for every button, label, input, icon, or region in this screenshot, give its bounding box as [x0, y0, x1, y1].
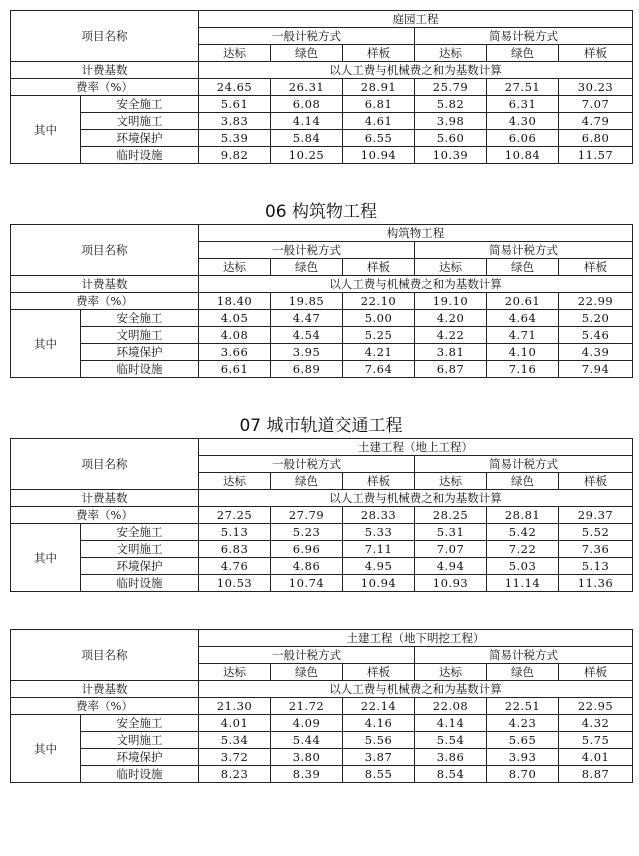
sub-item-name: 临时设施 [81, 147, 199, 164]
col-green-header: 绿色 [271, 259, 343, 276]
among-label: 其中 [11, 524, 81, 592]
col-standard-header: 达标 [415, 664, 487, 681]
sub-item-value: 6.87 [415, 361, 487, 378]
sub-item-value: 7.11 [343, 541, 415, 558]
sub-item-value: 3.87 [343, 749, 415, 766]
fee-rate-value: 22.10 [343, 293, 415, 310]
fee-basis-label: 计费基数 [11, 490, 199, 507]
sub-item-name: 临时设施 [81, 766, 199, 783]
col-model-header: 样板 [343, 259, 415, 276]
sub-item-value: 8.39 [271, 766, 343, 783]
sub-item-value: 5.54 [415, 732, 487, 749]
col-model-header: 样板 [559, 664, 633, 681]
sub-item-value: 7.07 [415, 541, 487, 558]
sub-item-name: 安全施工 [81, 310, 199, 327]
sub-item-value: 4.09 [271, 715, 343, 732]
sub-item-value: 5.20 [559, 310, 633, 327]
fee-rate-value: 29.37 [559, 507, 633, 524]
sub-item-value: 7.22 [487, 541, 559, 558]
fee-rate-value: 28.25 [415, 507, 487, 524]
sub-item-value: 10.53 [199, 575, 271, 592]
col-model-header: 样板 [559, 259, 633, 276]
sub-item-value: 4.01 [559, 749, 633, 766]
sub-item-value: 5.42 [487, 524, 559, 541]
col-model-header: 样板 [343, 45, 415, 62]
fee-rate-value: 22.08 [415, 698, 487, 715]
sub-item-name: 环境保护 [81, 558, 199, 575]
sub-item-value: 4.14 [415, 715, 487, 732]
sub-item-row [11, 310, 633, 327]
sub-item-value: 8.54 [415, 766, 487, 783]
sub-item-value: 10.94 [343, 575, 415, 592]
fee-rate-value: 28.91 [343, 79, 415, 96]
sub-item-value: 5.44 [271, 732, 343, 749]
sub-item-value: 5.33 [343, 524, 415, 541]
sub-item-value: 4.32 [559, 715, 633, 732]
col-model-header: 样板 [559, 45, 633, 62]
fee-rate-value: 26.31 [271, 79, 343, 96]
category-header: 庭园工程 [199, 11, 633, 28]
sub-item-value: 5.03 [487, 558, 559, 575]
sub-item-value: 10.74 [271, 575, 343, 592]
sub-item-name: 环境保护 [81, 344, 199, 361]
sub-item-name: 临时设施 [81, 361, 199, 378]
sub-item-value: 4.10 [487, 344, 559, 361]
sub-item-value: 4.21 [343, 344, 415, 361]
fee-rate-label: 费率（%） [11, 79, 199, 96]
sub-item-name: 文明施工 [81, 732, 199, 749]
header-row [11, 11, 633, 28]
sub-item-value: 4.86 [271, 558, 343, 575]
col-model-header: 样板 [343, 664, 415, 681]
sub-item-value: 4.64 [487, 310, 559, 327]
sub-item-name: 文明施工 [81, 327, 199, 344]
sub-item-value: 4.47 [271, 310, 343, 327]
col-standard-header: 达标 [199, 664, 271, 681]
sub-item-value: 5.46 [559, 327, 633, 344]
simple-tax-header: 简易计税方式 [415, 647, 633, 664]
sub-item-value: 4.16 [343, 715, 415, 732]
fee-rate-table [10, 224, 633, 378]
fee-rate-value: 22.51 [487, 698, 559, 715]
sub-item-value: 6.96 [271, 541, 343, 558]
fee-rate-value: 21.30 [199, 698, 271, 715]
item-name-header: 项目名称 [11, 11, 199, 62]
sub-item-row [11, 327, 633, 344]
sub-item-value: 7.07 [559, 96, 633, 113]
fee-basis-label: 计费基数 [11, 681, 199, 698]
sub-item-value: 6.61 [199, 361, 271, 378]
sub-item-value: 8.70 [487, 766, 559, 783]
header-row [11, 439, 633, 456]
fee-rate-value: 22.99 [559, 293, 633, 310]
sub-item-value: 5.52 [559, 524, 633, 541]
fee-rate-row [11, 293, 633, 310]
sub-item-value: 7.94 [559, 361, 633, 378]
sub-item-value: 6.89 [271, 361, 343, 378]
sub-item-value: 4.79 [559, 113, 633, 130]
fee-basis-row [11, 490, 633, 507]
fee-basis-text: 以人工费与机械费之和为基数计算 [199, 62, 633, 79]
sub-item-value: 3.93 [487, 749, 559, 766]
sub-item-value: 5.60 [415, 130, 487, 147]
fee-rate-table [10, 629, 633, 783]
general-tax-header: 一般计税方式 [199, 28, 415, 45]
fee-rate-row [11, 507, 633, 524]
sub-item-row [11, 361, 633, 378]
fee-basis-row [11, 681, 633, 698]
sub-item-value: 3.81 [415, 344, 487, 361]
sub-item-row [11, 113, 633, 130]
sub-item-value: 4.08 [199, 327, 271, 344]
sub-item-value: 4.61 [343, 113, 415, 130]
col-green-header: 绿色 [487, 259, 559, 276]
sub-item-value: 4.05 [199, 310, 271, 327]
col-green-header: 绿色 [487, 473, 559, 490]
among-label: 其中 [11, 715, 81, 783]
sub-item-value: 6.80 [559, 130, 633, 147]
fee-rate-value: 27.51 [487, 79, 559, 96]
fee-rate-value: 22.95 [559, 698, 633, 715]
col-standard-header: 达标 [415, 473, 487, 490]
sub-item-value: 10.25 [271, 147, 343, 164]
fee-basis-label: 计费基数 [11, 276, 199, 293]
sub-item-value: 4.54 [271, 327, 343, 344]
sub-item-row [11, 558, 633, 575]
among-label: 其中 [11, 96, 81, 164]
sub-item-value: 3.80 [271, 749, 343, 766]
fee-rate-value: 19.85 [271, 293, 343, 310]
section-title: 06 构筑物工程 [264, 202, 378, 222]
fee-rate-value: 28.33 [343, 507, 415, 524]
sub-item-value: 4.95 [343, 558, 415, 575]
fee-rate-table [10, 438, 633, 592]
sub-item-value: 4.20 [415, 310, 487, 327]
sub-item-value: 11.36 [559, 575, 633, 592]
sub-item-value: 3.66 [199, 344, 271, 361]
sub-item-row [11, 524, 633, 541]
sub-item-value: 10.39 [415, 147, 487, 164]
sub-item-value: 4.30 [487, 113, 559, 130]
sub-item-value: 7.16 [487, 361, 559, 378]
col-green-header: 绿色 [271, 45, 343, 62]
sub-item-value: 6.31 [487, 96, 559, 113]
col-model-header: 样板 [559, 473, 633, 490]
sub-item-value: 5.31 [415, 524, 487, 541]
fee-basis-row [11, 62, 633, 79]
sub-item-row [11, 147, 633, 164]
sub-item-value: 5.13 [559, 558, 633, 575]
col-standard-header: 达标 [199, 259, 271, 276]
fee-rate-value: 27.79 [271, 507, 343, 524]
col-standard-header: 达标 [415, 45, 487, 62]
sub-item-row [11, 732, 633, 749]
header-row [11, 630, 633, 647]
sub-item-value: 3.72 [199, 749, 271, 766]
sub-item-value: 10.93 [415, 575, 487, 592]
sub-item-value: 9.82 [199, 147, 271, 164]
fee-rate-value: 20.61 [487, 293, 559, 310]
fee-rate-value: 30.23 [559, 79, 633, 96]
sub-item-value: 3.86 [415, 749, 487, 766]
among-label: 其中 [11, 310, 81, 378]
sub-item-value: 11.14 [487, 575, 559, 592]
fee-section [10, 415, 632, 592]
fee-rate-row [11, 79, 633, 96]
col-green-header: 绿色 [271, 664, 343, 681]
simple-tax-header: 简易计税方式 [415, 456, 633, 473]
sub-item-value: 5.61 [199, 96, 271, 113]
sub-item-value: 6.55 [343, 130, 415, 147]
sub-item-value: 7.36 [559, 541, 633, 558]
sub-item-value: 5.00 [343, 310, 415, 327]
sub-item-row [11, 749, 633, 766]
sub-item-name: 环境保护 [81, 749, 199, 766]
sub-item-name: 临时设施 [81, 575, 199, 592]
fee-section [10, 10, 632, 164]
sub-item-value: 5.84 [271, 130, 343, 147]
general-tax-header: 一般计税方式 [199, 456, 415, 473]
fee-rate-value: 25.79 [415, 79, 487, 96]
sub-item-value: 6.08 [271, 96, 343, 113]
category-header: 构筑物工程 [199, 225, 633, 242]
sub-item-value: 4.71 [487, 327, 559, 344]
sub-item-value: 7.64 [343, 361, 415, 378]
fee-basis-text: 以人工费与机械费之和为基数计算 [199, 276, 633, 293]
sub-item-name: 文明施工 [81, 541, 199, 558]
sub-item-value: 8.87 [559, 766, 633, 783]
category-header: 土建工程（地上工程） [199, 439, 633, 456]
sub-item-value: 5.34 [199, 732, 271, 749]
header-row [11, 225, 633, 242]
sub-item-value: 4.23 [487, 715, 559, 732]
sub-item-name: 安全施工 [81, 96, 199, 113]
sub-item-value: 5.39 [199, 130, 271, 147]
fee-basis-text: 以人工费与机械费之和为基数计算 [199, 681, 633, 698]
sub-item-value: 5.65 [487, 732, 559, 749]
sub-item-row [11, 96, 633, 113]
fee-rate-value: 24.65 [199, 79, 271, 96]
sub-item-value: 8.55 [343, 766, 415, 783]
sub-item-value: 3.98 [415, 113, 487, 130]
fee-section [10, 201, 632, 378]
fee-section [10, 629, 632, 783]
sub-item-value: 6.81 [343, 96, 415, 113]
fee-rate-label: 费率（%） [11, 293, 199, 310]
col-green-header: 绿色 [487, 664, 559, 681]
col-green-header: 绿色 [487, 45, 559, 62]
fee-rate-value: 27.25 [199, 507, 271, 524]
sub-item-value: 4.94 [415, 558, 487, 575]
fee-basis-row [11, 276, 633, 293]
sub-item-row [11, 715, 633, 732]
sub-item-value: 6.06 [487, 130, 559, 147]
item-name-header: 项目名称 [11, 630, 199, 681]
sub-item-name: 安全施工 [81, 524, 199, 541]
col-standard-header: 达标 [199, 473, 271, 490]
fee-rate-value: 21.72 [271, 698, 343, 715]
sub-item-row [11, 541, 633, 558]
item-name-header: 项目名称 [11, 225, 199, 276]
fee-rate-value: 22.14 [343, 698, 415, 715]
sub-item-value: 5.25 [343, 327, 415, 344]
item-name-header: 项目名称 [11, 439, 199, 490]
sub-item-name: 安全施工 [81, 715, 199, 732]
col-standard-header: 达标 [415, 259, 487, 276]
sub-item-value: 5.56 [343, 732, 415, 749]
sub-item-value: 5.82 [415, 96, 487, 113]
sub-item-value: 4.22 [415, 327, 487, 344]
simple-tax-header: 简易计税方式 [415, 242, 633, 259]
sub-item-value: 10.94 [343, 147, 415, 164]
sub-item-value: 4.76 [199, 558, 271, 575]
sub-item-value: 3.95 [271, 344, 343, 361]
fee-rate-label: 费率（%） [11, 507, 199, 524]
sub-item-value: 4.39 [559, 344, 633, 361]
sub-item-value: 5.75 [559, 732, 633, 749]
sub-item-value: 4.01 [199, 715, 271, 732]
sub-item-value: 5.13 [199, 524, 271, 541]
sub-item-value: 4.14 [271, 113, 343, 130]
col-model-header: 样板 [343, 473, 415, 490]
sub-item-value: 8.23 [199, 766, 271, 783]
sub-item-value: 10.84 [487, 147, 559, 164]
document-page [10, 10, 632, 783]
sub-item-row [11, 575, 633, 592]
simple-tax-header: 简易计税方式 [415, 28, 633, 45]
general-tax-header: 一般计税方式 [199, 242, 415, 259]
sub-item-value: 5.23 [271, 524, 343, 541]
fee-rate-table [10, 10, 633, 164]
section-title: 07 城市轨道交通工程 [239, 416, 403, 436]
fee-basis-text: 以人工费与机械费之和为基数计算 [199, 490, 633, 507]
col-green-header: 绿色 [271, 473, 343, 490]
fee-rate-label: 费率（%） [11, 698, 199, 715]
sub-item-name: 文明施工 [81, 113, 199, 130]
sub-item-row [11, 766, 633, 783]
fee-rate-value: 28.81 [487, 507, 559, 524]
fee-rate-row [11, 698, 633, 715]
sub-item-value: 11.57 [559, 147, 633, 164]
sub-item-value: 3.83 [199, 113, 271, 130]
fee-basis-label: 计费基数 [11, 62, 199, 79]
general-tax-header: 一般计税方式 [199, 647, 415, 664]
col-standard-header: 达标 [199, 45, 271, 62]
fee-rate-value: 18.40 [199, 293, 271, 310]
fee-rate-value: 19.10 [415, 293, 487, 310]
sub-item-name: 环境保护 [81, 130, 199, 147]
sub-item-row [11, 344, 633, 361]
category-header: 土建工程（地下明挖工程） [199, 630, 633, 647]
sub-item-row [11, 130, 633, 147]
sub-item-value: 6.83 [199, 541, 271, 558]
